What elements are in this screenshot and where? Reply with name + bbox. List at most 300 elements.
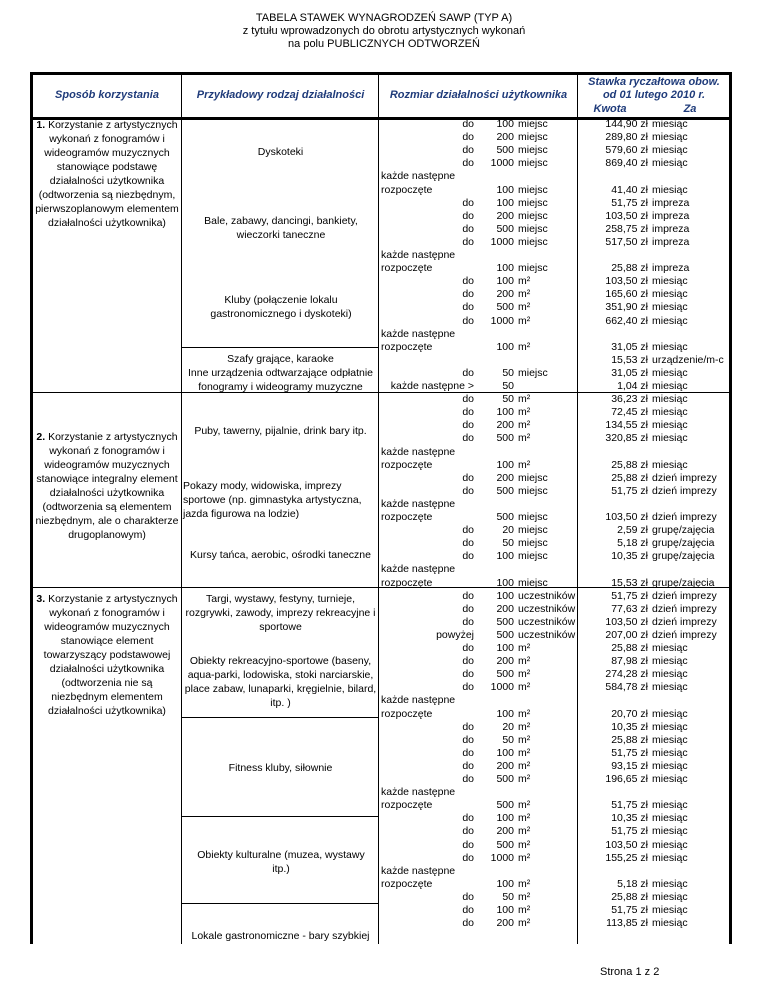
row-prefix: do	[462, 222, 474, 235]
row-unit: miejsc	[518, 471, 548, 484]
row-prefix: do	[462, 131, 474, 144]
row-period: miesiąc	[652, 288, 688, 301]
row-amount: 320,85 zł	[605, 432, 648, 445]
row-period: miesiąc	[652, 707, 688, 720]
row-period: dzień imprezy	[652, 602, 717, 615]
row-prefix: do	[462, 393, 474, 406]
row-unit: miejsc	[518, 235, 548, 248]
row-prefix: do	[462, 904, 474, 916]
row-quantity: 50	[502, 393, 514, 406]
row-unit: m²	[518, 773, 531, 785]
row-prefix: każde następne	[381, 694, 456, 707]
row-period: miesiąc	[652, 812, 688, 825]
row-period: dzień imprezy	[652, 511, 717, 523]
row-quantity: 100	[496, 642, 514, 654]
row-period: impreza	[652, 262, 690, 275]
row-amount: 144,90 zł	[605, 118, 648, 130]
row-unit: m²	[518, 432, 531, 445]
row-quantity: 100	[496, 812, 514, 825]
example-restaurants: Lokale gastronomiczne - bary szybkiej	[191, 930, 370, 942]
row-quantity: 500	[496, 222, 514, 235]
row-quantity: 50	[502, 366, 514, 379]
row-unit: miejsc	[518, 157, 548, 170]
row-quantity: 500	[496, 301, 514, 314]
row-amount: 51,75 zł	[611, 904, 648, 916]
example-shows-2: sportowe (np. gimnastyka artystyczna,	[183, 494, 362, 506]
row-amount: 1,04 zł	[617, 380, 648, 392]
row-amount: 25,88 zł	[611, 733, 648, 746]
row-prefix: każde następne	[381, 563, 456, 576]
row-quantity: 100	[496, 707, 514, 720]
example-other-devices-2: fonogramy i wideogramy muzyczne	[198, 381, 363, 393]
row-quantity: 500	[496, 799, 514, 812]
row-amount: 31,05 zł	[611, 340, 648, 353]
row-period: miesiąc	[652, 366, 688, 379]
document-subtitle-1: z tytułu wprowadzonych do obrotu artystycznych wykonań	[242, 25, 526, 37]
row-period: miesiąc	[652, 890, 688, 903]
row-unit: m²	[518, 799, 531, 812]
row-prefix: do	[462, 157, 474, 170]
row-unit: miejsc	[518, 183, 548, 196]
row-period: dzień imprezy	[652, 589, 717, 602]
row-amount: 41,40 zł	[611, 183, 648, 196]
row-unit: miejsc	[518, 537, 548, 550]
row-unit: m²	[518, 301, 531, 314]
row-prefix: do	[462, 118, 474, 130]
row-period: miesiąc	[652, 720, 688, 733]
row-prefix: do	[462, 668, 474, 681]
row-quantity: 200	[496, 655, 514, 668]
row-prefix: do	[462, 537, 474, 550]
row-unit: miejsc	[518, 576, 548, 589]
row-period: dzień imprezy	[652, 628, 717, 641]
row-amount: 15,53 zł	[611, 353, 648, 366]
row-amount: 351,90 zł	[605, 301, 648, 314]
row-prefix: do	[462, 812, 474, 825]
row-unit: m²	[518, 746, 531, 759]
row-amount: 15,53 zł	[611, 576, 648, 589]
row-unit: m²	[518, 655, 531, 668]
row-prefix: każde następne	[381, 249, 456, 261]
row-amount: 10,35 zł	[611, 812, 648, 825]
row-quantity: 50	[502, 537, 514, 550]
column-header-per: Za	[683, 103, 697, 115]
row-unit: m²	[518, 681, 531, 694]
row-quantity: 1000	[490, 157, 514, 170]
example-other-devices-1: Inne urządzenia odtwarzające odpłatnie	[187, 367, 374, 379]
row-amount: 103,50 zł	[605, 275, 648, 288]
row-quantity: 1000	[490, 681, 514, 694]
row-prefix: do	[462, 720, 474, 733]
row-amount: 51,75 zł	[611, 746, 648, 759]
row-prefix: rozpoczęte	[381, 262, 433, 275]
row-prefix: każde następne	[381, 786, 456, 799]
row-period: miesiąc	[652, 314, 688, 327]
row-period: miesiąc	[652, 773, 688, 785]
row-unit: m²	[518, 340, 531, 353]
row-amount: 103,50 zł	[605, 511, 648, 523]
row-prefix: rozpoczęte	[381, 707, 433, 720]
row-amount: 103,50 zł	[605, 615, 648, 628]
example-fairs: Targi, wystawy, festyny, turnieje, rozgrywki, zawody, imprezy rekreacyjne i sportowe	[185, 593, 376, 633]
row-period: miesiąc	[652, 301, 688, 314]
row-amount: 662,40 zł	[605, 314, 648, 327]
example-dance-courses: Kursy tańca, aerobic, ośrodki taneczne	[190, 549, 371, 561]
row-unit: miejsc	[518, 118, 548, 130]
row-quantity: 100	[496, 183, 514, 196]
row-prefix: do	[462, 432, 474, 445]
row-amount: 5,18 zł	[617, 537, 648, 550]
row-amount: 51,75 zł	[611, 589, 648, 602]
row-amount: 113,85 zł	[606, 917, 648, 930]
row-quantity: 1000	[490, 235, 514, 248]
row-quantity: 500	[496, 615, 514, 628]
row-quantity: 100	[496, 406, 514, 419]
row-period: miesiąc	[652, 406, 688, 419]
row-prefix: do	[462, 209, 474, 222]
row-amount: 25,88 zł	[611, 262, 648, 275]
document-title: TABELA STAWEK WYNAGRODZEŃ SAWP (TYP A)	[255, 12, 513, 24]
row-prefix: do	[462, 314, 474, 327]
row-period: miesiąc	[652, 759, 688, 772]
row-prefix: każde następne >	[390, 380, 474, 392]
row-period: miesiąc	[652, 917, 688, 930]
row-quantity: 200	[496, 917, 514, 930]
row-amount: 25,88 zł	[611, 890, 648, 903]
row-amount: 103,50 zł	[605, 209, 648, 222]
row-period: grupę/zajęcia	[652, 576, 715, 589]
row-unit: miejsc	[518, 366, 548, 379]
row-quantity: 500	[496, 668, 514, 681]
row-period: dzień imprezy	[652, 615, 717, 628]
row-prefix: rozpoczęte	[381, 576, 433, 589]
row-prefix: rozpoczęte	[381, 183, 433, 196]
row-period: dzień imprezy	[652, 471, 717, 484]
row-prefix: do	[462, 681, 474, 694]
row-unit: m²	[518, 759, 531, 772]
row-period: miesiąc	[652, 340, 688, 353]
row-period: grupę/zajęcia	[652, 550, 715, 563]
column-divider	[378, 75, 379, 944]
row-unit: miejsc	[518, 196, 548, 209]
row-quantity: 500	[496, 511, 514, 523]
row-period: impreza	[652, 196, 690, 209]
row-unit: m²	[518, 275, 531, 288]
row-period: impreza	[652, 235, 690, 248]
row-amount: 579,60 zł	[605, 144, 648, 157]
row-unit: uczestników	[518, 602, 576, 615]
column-header-rate-2: od 01 lutego 2010 r.	[602, 89, 706, 101]
row-amount: 5,18 zł	[617, 877, 648, 890]
row-amount: 155,25 zł	[605, 851, 648, 864]
row-period: impreza	[652, 209, 690, 222]
row-period: miesiąc	[652, 746, 688, 759]
row-amount: 87,98 zł	[611, 655, 648, 668]
row-prefix: do	[462, 759, 474, 772]
row-period: miesiąc	[652, 838, 688, 851]
row-unit: m²	[518, 642, 531, 654]
row-unit: m²	[518, 720, 531, 733]
row-period: impreza	[652, 222, 690, 235]
row-quantity: 200	[496, 759, 514, 772]
row-prefix: do	[462, 733, 474, 746]
row-quantity: 100	[496, 550, 514, 563]
row-prefix: do	[462, 235, 474, 248]
row-quantity: 200	[496, 209, 514, 222]
row-period: miesiąc	[652, 825, 688, 838]
row-unit: m²	[518, 419, 531, 432]
row-unit: m²	[518, 904, 531, 916]
row-unit: m²	[518, 825, 531, 838]
page-number: Strona 1 z 2	[600, 966, 660, 978]
example-jukebox: Szafy grające, karaoke	[227, 353, 334, 365]
example-divider	[182, 903, 378, 904]
row-amount: 77,63 zł	[611, 602, 648, 615]
row-quantity: 500	[496, 838, 514, 851]
row-quantity: 200	[496, 419, 514, 432]
row-unit: miejsc	[518, 511, 548, 523]
row-unit: m²	[518, 917, 531, 930]
row-period: grupę/zajęcia	[652, 537, 715, 550]
row-prefix: do	[462, 642, 474, 654]
row-prefix: do	[462, 524, 474, 537]
row-period: miesiąc	[652, 144, 688, 157]
example-discos: Dyskoteki	[257, 146, 304, 158]
row-prefix: rozpoczęte	[381, 458, 433, 471]
row-amount: 274,28 zł	[605, 668, 648, 681]
row-quantity: 500	[496, 773, 514, 785]
row-prefix: do	[462, 746, 474, 759]
row-unit: m²	[518, 393, 531, 406]
row-period: miesiąc	[652, 458, 688, 471]
row-prefix: rozpoczęte	[381, 877, 433, 890]
column-header-rate-1: Stawka ryczałtowa obow.	[588, 76, 720, 88]
example-recreation-facilities: Obiekty rekreacyjno-sportowe (baseny, aqua-parki, lodowiska, stoki narciarskie, place zabaw, lunaparki, kręgielnie, bilard, itp. )	[184, 655, 377, 709]
row-unit: m²	[518, 314, 531, 327]
row-quantity: 100	[496, 877, 514, 890]
row-amount: 207,00 zł	[605, 628, 648, 641]
row-unit: m²	[518, 406, 531, 419]
row-amount: 51,75 zł	[611, 825, 648, 838]
row-unit: m²	[518, 877, 531, 890]
section-3-description: 3. Korzystanie z artystycznych wykonań z fonogramów i wideogramów muzycznych stanowiące element towarzyszący podstawowej działalności użytkownika (odtworzenia nie są niezbędnym elementem działalności użytkownika)	[36, 593, 178, 717]
row-amount: 51,75 zł	[611, 799, 648, 812]
row-quantity: 1000	[490, 851, 514, 864]
row-prefix: do	[462, 419, 474, 432]
column-header-scale: Rozmiar działalności użytkownika	[389, 89, 568, 101]
row-amount: 20,70 zł	[611, 707, 648, 720]
row-amount: 93,15 zł	[611, 759, 648, 772]
row-unit: m²	[518, 733, 531, 746]
example-balls: Bale, zabawy, dancingi, bankiety, wieczorki taneczne	[204, 215, 358, 241]
row-unit: miejsc	[518, 209, 548, 222]
row-prefix: rozpoczęte	[381, 340, 433, 353]
row-period: miesiąc	[652, 432, 688, 445]
row-prefix: każde następne	[381, 170, 456, 183]
row-prefix: do	[462, 773, 474, 785]
row-prefix: do	[462, 917, 474, 930]
row-unit: m²	[518, 851, 531, 864]
row-period: miesiąc	[652, 904, 688, 916]
row-period: dzień imprezy	[652, 484, 717, 497]
row-prefix: do	[462, 484, 474, 497]
row-period: miesiąc	[652, 668, 688, 681]
row-unit: miejsc	[518, 222, 548, 235]
row-unit: uczestników	[518, 589, 576, 602]
row-period: miesiąc	[652, 851, 688, 864]
row-prefix: do	[462, 602, 474, 615]
row-amount: 10,35 zł	[611, 550, 648, 563]
example-shows-1: Pokazy mody, widowiska, imprezy	[183, 480, 342, 492]
column-header-activity: Przykładowy rodzaj działalności	[196, 89, 365, 101]
row-amount: 25,88 zł	[611, 642, 648, 654]
row-period: miesiąc	[652, 275, 688, 288]
column-divider	[181, 75, 182, 944]
row-period: miesiąc	[652, 733, 688, 746]
row-period: miesiąc	[652, 642, 688, 654]
section-1-description: 1. Korzystanie z artystycznych wykonań z fonogramów i wideogramów muzycznych stanowiące podstawę działalności użytkownika (odtworzenia są niezbędnym, pierwszoplanowym elementem działalności użytkownika)	[35, 119, 179, 229]
row-period: miesiąc	[652, 419, 688, 432]
row-quantity: 20	[502, 524, 514, 537]
row-quantity: 100	[496, 576, 514, 589]
row-prefix: każde następne	[381, 864, 456, 877]
row-prefix: do	[462, 838, 474, 851]
row-prefix: rozpoczęte	[381, 511, 433, 523]
row-quantity: 500	[496, 144, 514, 157]
row-quantity: 100	[496, 275, 514, 288]
row-period: miesiąc	[652, 655, 688, 668]
row-quantity: 200	[496, 602, 514, 615]
row-amount: 869,40 zł	[605, 157, 648, 170]
row-quantity: 100	[496, 589, 514, 602]
row-prefix: powyżej	[436, 628, 474, 641]
row-quantity: 50	[502, 733, 514, 746]
row-unit: uczestników	[518, 628, 576, 641]
row-period: miesiąc	[652, 131, 688, 144]
row-unit: m²	[518, 288, 531, 301]
row-quantity: 100	[496, 458, 514, 471]
column-header-usage: Sposób korzystania	[55, 89, 159, 101]
example-culture: Obiekty kulturalne (muzea, wystawy itp.)	[197, 849, 365, 875]
row-period: miesiąc	[652, 380, 688, 392]
row-unit: m²	[518, 458, 531, 471]
row-prefix: do	[462, 144, 474, 157]
row-amount: 517,50 zł	[605, 235, 648, 248]
row-amount: 51,75 zł	[611, 484, 648, 497]
row-amount: 2,59 zł	[617, 524, 648, 537]
row-prefix: do	[462, 655, 474, 668]
row-amount: 165,60 zł	[605, 288, 648, 301]
row-prefix: rozpoczęte	[381, 799, 433, 812]
example-shows-3: jazda figurowa na lodzie)	[183, 508, 300, 520]
row-unit: m²	[518, 890, 531, 903]
row-prefix: każde następne	[381, 445, 456, 458]
row-amount: 103,50 zł	[605, 838, 648, 851]
row-period: miesiąc	[652, 118, 688, 130]
row-prefix: do	[462, 366, 474, 379]
row-quantity: 1000	[490, 314, 514, 327]
row-quantity: 100	[496, 262, 514, 275]
row-prefix: do	[462, 406, 474, 419]
example-fitness: Fitness kluby, siłownie	[228, 762, 333, 774]
example-divider	[182, 816, 378, 817]
row-unit: miejsc	[518, 524, 548, 537]
row-unit: m²	[518, 707, 531, 720]
row-period: miesiąc	[652, 681, 688, 694]
example-clubs: Kluby (połączenie lokalu gastronomicznego i dyskoteki)	[210, 294, 352, 320]
document-subtitle-2: na polu PUBLICZNYCH ODTWORZEŃ	[288, 38, 480, 50]
row-prefix: do	[462, 196, 474, 209]
row-period: miesiąc	[652, 183, 688, 196]
row-quantity: 500	[496, 484, 514, 497]
row-quantity: 20	[502, 720, 514, 733]
example-pubs: Puby, tawerny, pijalnie, drink bary itp.	[194, 425, 367, 437]
example-divider	[182, 717, 378, 718]
row-unit: miejsc	[518, 131, 548, 144]
row-prefix: do	[462, 615, 474, 628]
row-prefix: każde następne	[381, 327, 456, 340]
row-quantity: 200	[496, 131, 514, 144]
column-header-amount: Kwota	[593, 103, 627, 115]
row-quantity: 100	[496, 196, 514, 209]
row-unit: m²	[518, 838, 531, 851]
row-quantity: 200	[496, 288, 514, 301]
row-unit: uczestników	[518, 615, 576, 628]
row-prefix: do	[462, 301, 474, 314]
row-amount: 134,55 zł	[605, 419, 648, 432]
row-prefix: do	[462, 890, 474, 903]
row-amount: 25,88 zł	[611, 471, 648, 484]
row-prefix: do	[462, 471, 474, 484]
row-amount: 72,45 zł	[611, 406, 648, 419]
row-unit: miejsc	[518, 144, 548, 157]
example-divider	[182, 347, 378, 348]
row-quantity: 500	[496, 432, 514, 445]
row-unit: miejsc	[518, 262, 548, 275]
row-quantity: 100	[496, 118, 514, 130]
row-quantity: 50	[502, 380, 514, 392]
row-amount: 36,23 zł	[611, 393, 648, 406]
row-period: miesiąc	[652, 393, 688, 406]
row-unit: m²	[518, 812, 531, 825]
row-amount: 31,05 zł	[611, 366, 648, 379]
row-prefix: do	[462, 275, 474, 288]
row-prefix: do	[462, 589, 474, 602]
row-amount: 258,75 zł	[605, 222, 648, 235]
row-unit: miejsc	[518, 484, 548, 497]
row-quantity: 200	[496, 471, 514, 484]
row-quantity: 500	[496, 628, 514, 641]
row-amount: 289,80 zł	[605, 131, 648, 144]
row-amount: 10,35 zł	[611, 720, 648, 733]
row-prefix: każde następne	[381, 497, 456, 510]
row-amount: 196,65 zł	[605, 773, 648, 785]
row-period: miesiąc	[652, 799, 688, 812]
row-period: miesiąc	[652, 157, 688, 170]
row-prefix: do	[462, 825, 474, 838]
section-2-description: 2. Korzystanie z artystycznych wykonań z fonogramów i wideogramów muzycznych stanowiące integralny element działalności użytkownika (odtworzenia są elementem niezbędnym, ale o charakterze drugoplanowym)	[35, 431, 179, 541]
row-prefix: do	[462, 550, 474, 563]
row-amount: 51,75 zł	[611, 196, 648, 209]
row-amount: 584,78 zł	[605, 681, 648, 694]
row-quantity: 100	[496, 904, 514, 916]
row-period: grupę/zajęcia	[652, 524, 715, 537]
row-prefix: do	[462, 851, 474, 864]
row-quantity: 50	[502, 890, 514, 903]
row-unit: m²	[518, 668, 531, 681]
row-quantity: 100	[496, 340, 514, 353]
row-prefix: do	[462, 288, 474, 301]
